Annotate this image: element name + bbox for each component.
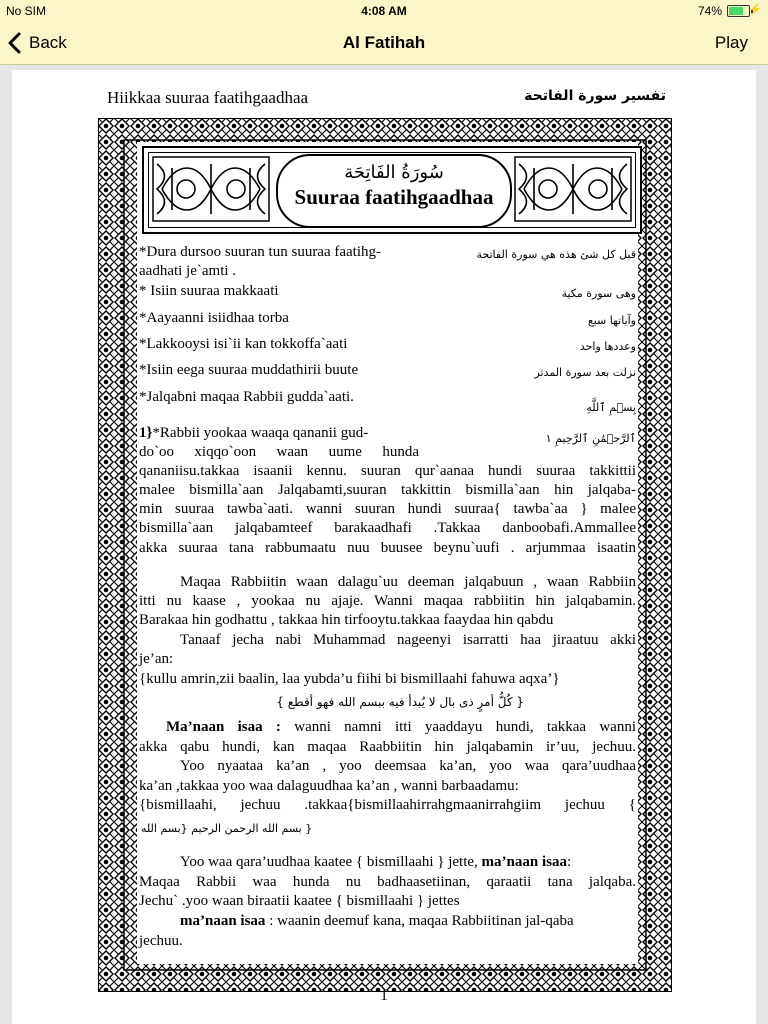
arabesque-ornament-icon (152, 156, 270, 222)
header-arabic-title: تفسير سورة الفاتحة (524, 88, 666, 104)
chevron-left-icon (8, 32, 21, 54)
intro-line: *Lakkooysi isi`ii kan tokkoffa`aati (139, 336, 348, 352)
intro-line: *Aayaanni isiidhaa torba (139, 310, 289, 326)
intro-line: *Jalqabni maqaa Rabbii gudda`aati. (139, 389, 354, 405)
verse-line: do`oo xiqqo`oon waan uume hunda (139, 444, 419, 460)
battery-percentage: 74% (697, 4, 722, 18)
body-line: {bismillaahi, jechuu .takkaa{bismillaahirrahgmaanirrahgiim jechuu { (139, 797, 636, 813)
body-line: ma’naan isaa : waanin deemuf kana, maqaa Rabbiitinan jal-qaba (180, 913, 574, 929)
tafsir-page (12, 70, 756, 1024)
surah-name-latin: Suuraa faatihgaadhaa (294, 185, 494, 209)
intro-arabic-line: وعددها واحد (579, 340, 636, 353)
status-bar (0, 0, 768, 22)
quran-verse-arabic: بِسۡمِ ٱللَّهِ (586, 401, 636, 414)
hadith-arabic: { كُلُّ أمرٍ ذى بال لا يُبدأ فيه ببسم الله فهو أقطع } (276, 695, 524, 709)
body-line: Yoo waa qara’uudhaa kaatee { bismillaahi } jette, ma’naan isaa: (180, 854, 572, 870)
header-latin-title: Hiikkaa suuraa faatihgaadhaa (107, 88, 309, 107)
manaan-label: ma’naan isaa (180, 913, 266, 929)
body-line: Tanaaf jecha nabi Muhammad nageenyi isarratti haa jiraatuu akki (180, 632, 636, 648)
manaan-label: ma’naan isaa (481, 854, 567, 870)
intro-arabic-line: وهى سورة مكية (561, 287, 636, 300)
battery-icon (727, 5, 750, 17)
intro-line: *Isiin eega suuraa muddathirii buute (139, 362, 359, 378)
body-line: ka’an ,takkaa yoo waa dalaguudhaa ka’an , wanni barbaadamu: (139, 778, 519, 794)
page-number: 1 (380, 988, 388, 1004)
verse-number: 1} (139, 425, 153, 441)
arabesque-ornament-icon (514, 156, 632, 222)
verse-line: 1}*Rabbii yookaa waaqa qananii gud- (139, 425, 369, 441)
body-line: akka suuraa tana rabbumaatu nuu buusee beynu`uufi . arjummaa isaatin (139, 540, 636, 556)
intro-line: * Isiin suuraa makkaati (139, 283, 279, 299)
body-line: {kullu amrin,zii baalin, laa yubda’u fiihi bi bismillaahi fahuwa aqxa’} (139, 671, 560, 687)
body-line: min suuraa tawba`aati. wanni suuran hundi suuraa{ tawba`aa } malee (139, 501, 636, 517)
surah-title-box (142, 146, 642, 234)
manaan-label: Ma’naan isaa : (166, 719, 281, 735)
body-line: qananiisu.takkaa isaanii kennu. suuran qur`aanaa hundi suuraa takkittii (139, 463, 636, 479)
page-title: Al Fatihah (342, 33, 426, 52)
body-line: Ma’naan isaa : wanni namni itti yaaddayu hundi, takkaa wanni (166, 719, 637, 735)
navigation-bar (0, 22, 768, 65)
body-line: bismilla`aan jalqabamteef barakaadhafi .Takkaa danboobafi.Ammallee (139, 520, 636, 536)
body-line: Barakaa hin godhattu , takkaa hin tirfooytu.takkaa faaydaa hin qabdu (139, 612, 554, 628)
quran-verse-arabic: ٱلرَّحۡمَٰنِ ٱلرَّحِيمِ ١ (545, 432, 636, 445)
intro-arabic-line: قبل كل شئ هذه هي سورة الفاتحة (476, 248, 636, 261)
body-line: Maqaa Rabbii waa hunda nu badhaasetiinan, qaraatii tana jalqaba. (139, 874, 636, 890)
carrier-label: No SIM (6, 4, 47, 18)
clock: 4:08 AM (361, 4, 407, 18)
body-line: Yoo nyaataa ka’an , yoo deemsaa ka’an, yoo waa qara’uudhaa (180, 758, 636, 774)
body-line: malee bismilla`aan Jalqabamti,suuran takkittin bismilla`aan hin jalqaba- (139, 482, 636, 498)
intro-arabic-line: نزلت بعد سورة المدثر (534, 366, 636, 379)
back-label: Back (29, 33, 67, 52)
body-line: jechuu. (139, 933, 183, 949)
surah-name-arabic: سُورَةُ الفَاتِحَة (344, 162, 444, 183)
back-button[interactable] (8, 22, 67, 64)
intro-arabic-line: وآياتها سبع (587, 314, 636, 327)
charging-icon: ⚡ (748, 4, 762, 16)
play-button[interactable]: Play (714, 33, 748, 52)
body-line: Maqaa Rabbiitin waan dalagu`uu deeman jalqabuun , waan Rabbiin (180, 574, 636, 590)
intro-line: aadhati je`amti . (139, 263, 237, 279)
body-line: itti nu kaase , yookaa nu ajaje. Wanni maqaa rabbiitin hin jalqabamin. (139, 593, 636, 609)
body-line: akka qabu hundi, kan maqaa Raabbiitin hin jalqabamin ir’uu, jechuu. (139, 739, 636, 755)
intro-line: *Dura dursoo suuran tun suuraa faatihg- (139, 244, 382, 260)
basmala-arabic: { بسم الله الرحمن الرحيم {بسم الله (141, 822, 313, 835)
body-line: Jechu` .yoo waan biraatii kaatee { bismillaahi } jettes (139, 893, 460, 909)
surah-name-cartouche (276, 154, 512, 228)
body-line: je’an: (139, 651, 174, 667)
